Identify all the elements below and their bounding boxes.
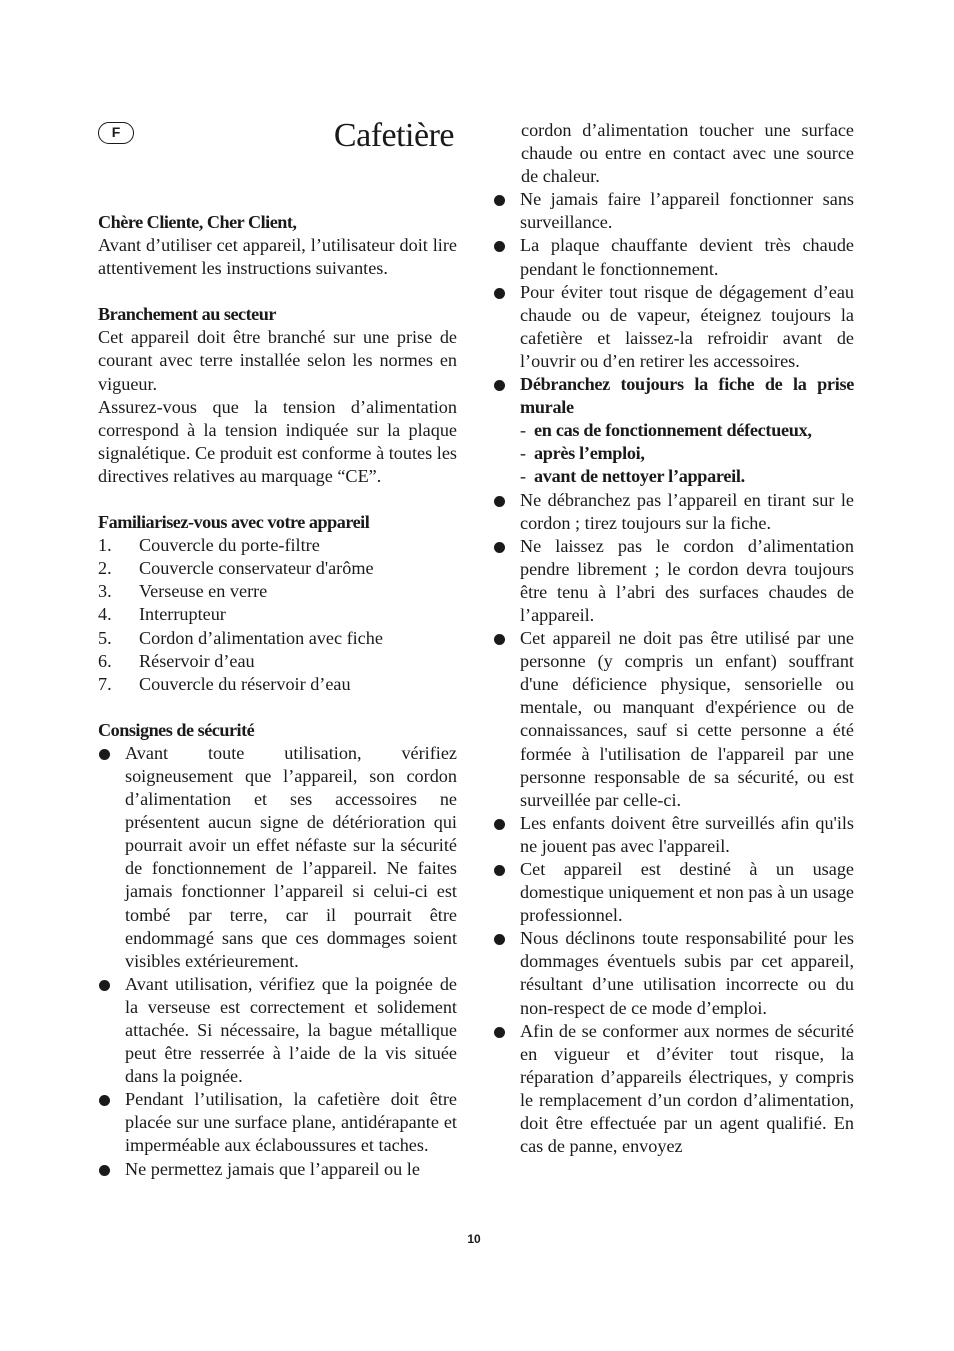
item-text: Avant utilisation, vérifiez que la poignée de la verseuse est correctement et solidement attachée. Si nécessaire, la bague métallique peut être resserrée à l’aide de la vis située dans la poignée. — [125, 973, 457, 1087]
item-text: Afin de se conformer aux normes de sécurité en vigueur et d’éviter tout risque, la réparation d’appareils électriques, y compris le remplacement d’un cordon d’alimentation, doit être effectuée par un agent qualifié. En cas de panne, envoyez — [520, 1020, 854, 1157]
item-text: Ne débranchez pas l’appareil en tirant sur le cordon ; tirez toujours sur la fiche. — [520, 489, 854, 533]
list-item — [98, 627, 457, 650]
item-label: Verseuse en verre — [139, 581, 268, 602]
list-item — [493, 535, 854, 627]
language-badge: F — [98, 122, 134, 144]
item-text: Ne jamais faire l’appareil fonctionner sans surveillance. — [520, 189, 854, 233]
list-item — [98, 742, 457, 973]
bullet-icon — [99, 1165, 110, 1176]
item-text: Nous déclinons toute responsabilité pour les dommages éventuels subis par cet appareil, résultant d’une utilisation incorrecte ou du non-respect de ce mode d’emploi. — [520, 928, 854, 1018]
item-label: Couvercle du porte-filtre — [139, 535, 320, 556]
mains-heading: Branchement au secteur — [98, 304, 276, 325]
safety-heading: Consignes de sécurité — [98, 719, 255, 740]
greeting-heading: Chère Cliente, Cher Client, — [98, 212, 297, 232]
list-item — [98, 580, 457, 603]
list-item — [493, 927, 854, 1019]
list-item — [98, 1088, 457, 1157]
item-label: Interrupteur — [139, 604, 226, 625]
item-number: 4. — [98, 604, 112, 625]
item-text: Avant toute utilisation, vérifiez soigneusement que l’appareil, son cordon d’alimentation et ses accessoires ne présentent aucun signe de détérioration qui pourrait avoir un effet néfaste sur la sécurité de fonctionnement de l’appareil. Ne faites jamais fonctionner l’appareil si celui-ci est tombé par terre, car il pourrait être endommagé sans que ces dommages soient visibles extérieurement. — [125, 742, 457, 971]
item-label: Couvercle du réservoir d’eau — [139, 673, 351, 694]
item-number: 6. — [98, 650, 112, 671]
list-item — [493, 1020, 854, 1159]
list-item — [520, 465, 854, 488]
list-item — [493, 234, 854, 280]
dash-marker: - — [520, 443, 526, 464]
dash-marker: - — [520, 466, 526, 487]
bullet-icon — [494, 288, 505, 299]
dash-marker: - — [520, 420, 526, 441]
parts-heading: Familiarisez-vous avec votre appareil — [98, 512, 370, 533]
item-text: Ne laissez pas le cordon d’alimentation pendre librement ; le cordon devra toujours être tenu à l’abri des surfaces chaudes de l’appareil. — [520, 535, 854, 625]
unplug-warning: Débranchez toujours la fiche de la prise murale — [520, 374, 854, 418]
item-text: Pendant l’utilisation, la cafetière doit être placée sur une surface plane, antidérapante et imperméable aux éclaboussures et taches. — [125, 1089, 457, 1156]
parts-list — [98, 534, 457, 696]
item-number: 5. — [98, 627, 112, 648]
page-title: Cafetière — [333, 117, 454, 154]
mains-paragraph: Assurez-vous que la tension d’alimentation correspond à la tension indiquée sur la plaque signalétique. Ce produit est conforme à toutes les directives relatives au marquage “CE”. — [98, 396, 457, 486]
list-item — [98, 1158, 457, 1181]
list-item — [98, 603, 457, 626]
list-item — [98, 673, 457, 696]
safety-list — [98, 742, 457, 1181]
list-item — [493, 373, 854, 488]
list-item — [493, 858, 854, 927]
item-label: Réservoir d’eau — [139, 650, 255, 671]
bullet-icon — [494, 380, 505, 391]
list-item — [520, 419, 854, 442]
bullet-icon — [494, 542, 505, 553]
list-item — [493, 627, 854, 812]
list-item — [98, 650, 457, 673]
item-text: Pour éviter tout risque de dégagement d’eau chaude ou de vapeur, éteignez toujours la cafetière et laissez-la refroidir avant de l’ouvrir ou d’en retirer les accessoires. — [520, 281, 854, 371]
list-item — [520, 442, 854, 465]
left-column — [98, 211, 457, 1181]
item-text: après l’emploi, — [534, 443, 645, 464]
list-item — [98, 557, 457, 580]
list-item — [493, 188, 854, 234]
item-number: 1. — [98, 535, 112, 556]
item-label: Couvercle conservateur d'arôme — [139, 558, 374, 579]
item-text: La plaque chauffante devient très chaude pendant le fonctionnement. — [520, 235, 854, 279]
list-item — [493, 281, 854, 373]
bullet-icon — [494, 1027, 505, 1038]
right-column — [493, 119, 854, 1158]
item-text: Ne permettez jamais que l’appareil ou le — [125, 1158, 420, 1179]
page-number: 10 — [467, 1232, 481, 1246]
bullet-icon — [494, 634, 505, 645]
item-text: Cet appareil est destiné à un usage domestique uniquement et non pas à un usage professionnel. — [520, 859, 854, 926]
list-item — [493, 812, 854, 858]
safety-list-continued — [493, 188, 854, 1158]
item-label: Cordon d’alimentation avec fiche — [139, 627, 383, 648]
item-number: 2. — [98, 558, 112, 579]
bullet-icon — [494, 819, 505, 830]
unplug-conditions — [520, 419, 854, 488]
continuation-text: cordon d’alimentation toucher une surface chaude ou entre en contact avec une source de chaleur. — [521, 120, 854, 187]
item-text: avant de nettoyer l’appareil. — [534, 466, 745, 487]
list-item — [493, 489, 854, 535]
list-item — [98, 973, 457, 1088]
mains-paragraph: Cet appareil doit être branché sur une prise de courant avec terre installée selon les normes en vigueur. — [98, 327, 457, 394]
greeting-text: Avant d’utiliser cet appareil, l’utilisateur doit lire attentivement les instructions suivantes. — [98, 235, 457, 279]
bullet-icon — [494, 195, 505, 206]
bullet-icon — [494, 496, 505, 507]
item-text: Les enfants doivent être surveillés afin qu'ils ne jouent pas avec l'appareil. — [520, 812, 854, 856]
bullet-icon — [494, 934, 505, 945]
bullet-icon — [99, 980, 110, 991]
item-number: 3. — [98, 581, 112, 602]
list-item — [98, 534, 457, 557]
bullet-icon — [494, 241, 505, 252]
item-text: en cas de fonctionnement défectueux, — [534, 420, 812, 441]
bullet-icon — [99, 749, 110, 760]
item-text: Cet appareil ne doit pas être utilisé par une personne (y compris un enfant) souffrant d'une déficience physique, sensorielle ou mentale, ou manquant d'expérience ou de connaissances, sauf si cette personne a été formée à l'utilisation de l'appareil par une personne responsable de sa sécurité, ou est surveillée par celle-ci. — [520, 628, 854, 810]
item-number: 7. — [98, 673, 112, 694]
bullet-icon — [99, 1095, 110, 1106]
bullet-icon — [494, 865, 505, 876]
